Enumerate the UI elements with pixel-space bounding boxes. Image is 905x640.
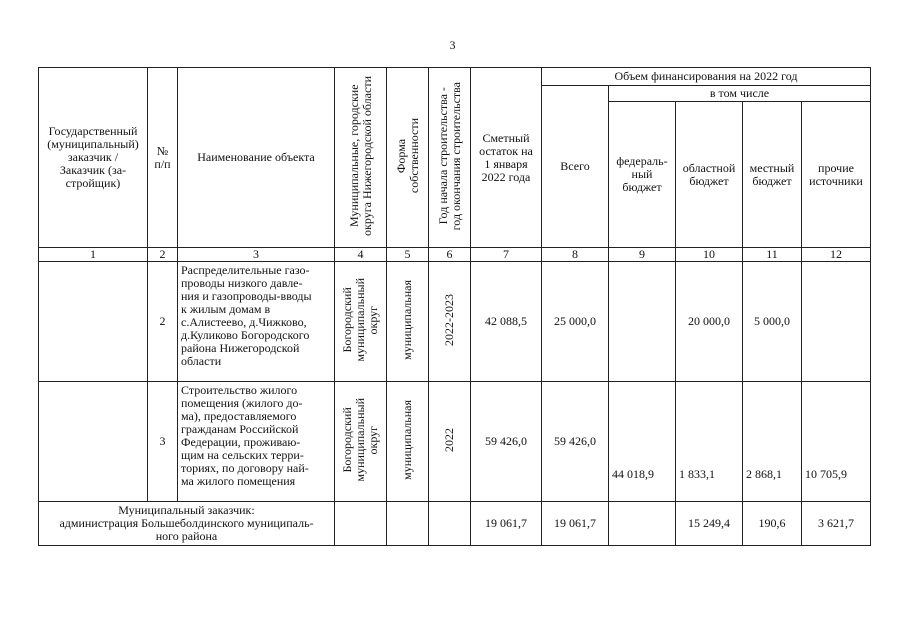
column-number: 11 [743, 248, 802, 262]
header-local: местный бюджет [743, 102, 802, 248]
header-customer: Государственный (муниципальный) заказчик / Заказчик (за- стройщик) [39, 68, 148, 248]
column-number: 2 [148, 248, 178, 262]
header-funding-group: Объем финансирования на 2022 год [542, 68, 871, 86]
column-number-row [39, 248, 871, 262]
row-ownership [387, 262, 429, 382]
summary-label: Муниципальный заказчик: администрация Большеболдинского муниципаль- ного района [39, 502, 335, 546]
row-estimate: 42 088,5 [471, 262, 542, 382]
row-regional: 20 000,0 [676, 262, 743, 382]
row-object-name: Распределительные газо- проводы низкого давле- ния и газопроводы-вводы к жилым домам в с.Алистеево, д.Чижково, д.Куликово Богородского района Нижегородской области [178, 262, 335, 382]
column-number: 3 [178, 248, 335, 262]
table-row [39, 262, 871, 382]
row-total: 25 000,0 [542, 262, 609, 382]
row-regional: 1 833,1 [676, 382, 743, 502]
column-number: 8 [542, 248, 609, 262]
column-number: 9 [609, 248, 676, 262]
row-ownership-text: муниципальная [400, 400, 414, 480]
row-total: 59 426,0 [542, 382, 609, 502]
summary-total: 19 061,7 [542, 502, 609, 546]
table-row [39, 382, 871, 502]
summary-other: 3 621,7 [802, 502, 871, 546]
column-number: 4 [335, 248, 387, 262]
column-number: 5 [387, 248, 429, 262]
row-years-text: 2022-2023 [442, 294, 456, 346]
row-object-name: Строительство жилого помещения (жилого до- ма), предоставляемого гражданам Российской Федерации, проживаю- щим на сельских терри- ториях, по договору най- ма жилого помещения [178, 382, 335, 502]
column-number: 10 [676, 248, 743, 262]
summary-estimate: 19 061,7 [471, 502, 542, 546]
column-number: 6 [429, 248, 471, 262]
page-number: 3 [449, 38, 456, 52]
row-municipality [335, 262, 387, 382]
summary-local: 190,6 [743, 502, 802, 546]
row-years-text: 2022 [442, 428, 456, 452]
header-other: прочие источники [802, 102, 871, 248]
row-customer-cell [39, 262, 148, 382]
row-municipality [335, 382, 387, 502]
header-municipality-text: Муниципальные, городские округа Нижегородской области [346, 76, 374, 236]
header-total: Всего [542, 86, 609, 248]
row-local: 2 868,1 [743, 382, 802, 502]
row-ownership [387, 382, 429, 502]
summary-empty-cell [429, 502, 471, 546]
row-municipality-text: Богородский муниципальный округ [340, 398, 380, 482]
row-ownership-text: муниципальная [400, 280, 414, 360]
row-federal [609, 262, 676, 382]
header-years-text: Год начала строительства - год окончания строительства [435, 81, 463, 231]
row-municipality-text: Богородский муниципальный округ [340, 278, 380, 362]
header-federal: федераль- ный бюджет [609, 102, 676, 248]
row-estimate: 59 426,0 [471, 382, 542, 502]
row-local: 5 000,0 [743, 262, 802, 382]
row-years [429, 382, 471, 502]
header-object-name: Наименование объекта [178, 68, 335, 248]
header-regional: областной бюджет [676, 102, 743, 248]
header-number: № п/п [148, 68, 178, 248]
row-number: 3 [148, 382, 178, 502]
column-number: 7 [471, 248, 542, 262]
header-years [429, 68, 471, 248]
header-estimate: Сметный остаток на 1 января 2022 года [471, 68, 542, 248]
summary-row [39, 502, 871, 546]
header-ownership [387, 68, 429, 248]
row-years [429, 262, 471, 382]
column-number: 1 [39, 248, 148, 262]
column-number: 12 [802, 248, 871, 262]
row-federal: 44 018,9 [609, 382, 676, 502]
financing-table [38, 67, 871, 546]
header-municipality [335, 68, 387, 248]
row-other [802, 262, 871, 382]
summary-federal [609, 502, 676, 546]
row-number: 2 [148, 262, 178, 382]
row-customer-cell [39, 382, 148, 502]
header-ownership-text: Форма собственности [393, 118, 421, 194]
summary-empty-cell [335, 502, 387, 546]
summary-empty-cell [387, 502, 429, 546]
row-other: 10 705,9 [802, 382, 871, 502]
summary-regional: 15 249,4 [676, 502, 743, 546]
header-including: в том числе [609, 86, 871, 102]
